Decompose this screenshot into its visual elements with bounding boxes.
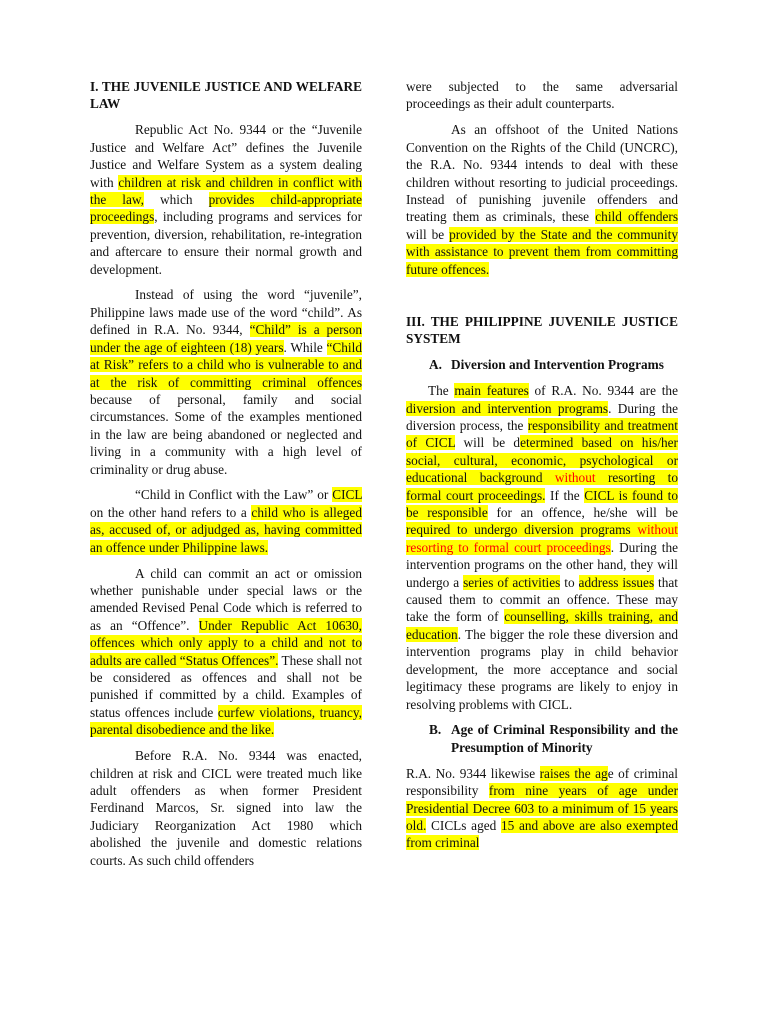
subheading-diversion-intervention <box>406 356 678 373</box>
highlight-red-text: without resorting to formal court proceedings <box>406 522 678 555</box>
highlight: CICL is found to be responsible <box>406 487 678 521</box>
text-run: R.A. No. 9344 likewise <box>406 765 540 781</box>
section-heading-juvenile-justice-law: I. THE JUVENILE JUSTICE AND WELFARE LAW <box>90 79 362 112</box>
paragraph-uncrc-offshoot <box>406 121 678 278</box>
highlight: address issues <box>578 574 655 590</box>
text-run: that caused them to commit an offence. These may take the form of <box>406 574 678 625</box>
highlight: responsibility and treatment of CICL <box>406 418 679 451</box>
highlight: resorting to formal court proceedings. <box>406 470 678 503</box>
section-heading-juvenile-justice-system: III. THE PHILIPPINE JUVENILE JUSTICE SYSTEM <box>406 313 678 347</box>
text-run: “Child in Conflict with the Law” or <box>135 487 333 503</box>
text-run: The <box>428 383 455 399</box>
text-run: . While <box>283 339 327 355</box>
subheading-text: Age of Criminal Responsibility and the Presumption of Minority <box>451 722 678 755</box>
highlight: from nine years of age under Presidential Decree 603 to a minimum of 15 years old. <box>406 783 678 833</box>
highlight: diversion and intervention programs <box>406 400 609 416</box>
highlight: children at risk and children in conflict with the law, <box>90 174 363 207</box>
text-run: which <box>143 191 209 207</box>
text-run: because of personal, family and social circumstances. Some of the examples mentioned in the law are being abandoned or neglected and living in a community with a high level of criminality or drug abuse. <box>90 391 362 477</box>
highlight: provided by the State and the community with assistance to prevent them from committing future offences. <box>406 226 678 277</box>
text-run: . During the diversion process, the <box>406 400 678 433</box>
paragraph-main-features <box>406 382 678 713</box>
paragraph-before-ra9344: Before R.A. No. 9344 was enacted, children at risk and CICL were treated much like adult offenders as when former President Ferdinand Marcos, Sr. signed into law the Judiciary Reorganization Act 1980 which abolished the juvenile and domestic relations courts. As such child offenders <box>90 748 362 868</box>
highlight: 15 and above are also exempted from criminal <box>406 817 678 851</box>
paragraph-ra9344-definition <box>90 121 362 278</box>
paragraph-age-responsibility <box>406 765 678 852</box>
highlight: child who is alleged as, accused of, or adjudged as, having committed an offence under Philippine laws. <box>90 504 362 555</box>
highlight: series of activities <box>463 574 561 590</box>
text-run: These shall not be considered as offences and shall not be punished if committed by a child. Examples of status offences include <box>90 652 363 720</box>
text-run: . During the intervention programs on the other hand, they will undergo a <box>406 539 679 590</box>
text-run: If the <box>545 487 585 503</box>
paragraph-adversarial-continuation: were subjected to the same adversarial proceedings as their adult counterparts. <box>406 79 678 112</box>
left-column <box>90 78 362 877</box>
highlight: “Child” is a person under the age of eighteen (18) years <box>90 322 362 355</box>
subheading-age-criminal-responsibility <box>406 721 678 756</box>
text-run: on the other hand refers to a <box>90 504 252 520</box>
highlight: CICL <box>332 487 362 503</box>
subheading-text: Diversion and Intervention Programs <box>451 357 664 373</box>
text-run: of R.A. No. 9344 are the <box>528 383 678 399</box>
paragraph-cicl-definition <box>90 486 362 556</box>
highlight: provides child-appropriate proceedings <box>90 191 362 225</box>
highlight: raises the ag <box>539 765 608 781</box>
text-run: . The bigger the role these diversion and intervention programs play in child behavior development, the more acceptance and social legitimacy these programs are likely to enjoy in resolving problems with CICL. <box>406 626 678 712</box>
subheading-letter: A. <box>429 357 442 373</box>
text-run: , including programs and services for prevention, diversion, rehabilitation, re-integration and aftercare to ensure their normal growth and development. <box>90 209 362 277</box>
text-run: Instead of using the word “juvenile”, Philippine laws made use of the word “child”. As defined in R.A. No. 9344, <box>90 287 362 338</box>
highlight: required to undergo diversion programs <box>406 522 638 538</box>
text-run: will be <box>406 226 450 242</box>
highlight: main features <box>454 383 529 399</box>
text-run: Republic Act No. 9344 or the “Juvenile Justice and Welfare Act” defines the Juvenile Justice and Welfare System as a system dealing with <box>90 122 362 190</box>
text-run: e of criminal responsibility <box>406 765 678 799</box>
right-column <box>406 78 678 860</box>
paragraph-child-definition <box>90 286 362 477</box>
highlight: curfew violations, truancy, parental disobedience and the like. <box>90 704 362 738</box>
text-run: for an offence, he/she will be <box>487 505 678 521</box>
paragraph-status-offences <box>90 565 362 739</box>
highlight: “Child at Risk” refers to a child who is vulnerable to and at the risk of committing criminal offences <box>90 339 362 390</box>
highlight: counselling, skills training, and education <box>406 609 678 642</box>
text-run: will be d <box>455 435 521 451</box>
highlight: etermined based on his/her social, cultural, economic, psychological or educational background <box>406 435 678 486</box>
highlight-red-text: without <box>554 470 596 486</box>
subheading-letter: B. <box>429 722 442 738</box>
highlight: child offenders <box>595 209 678 225</box>
text-run: A child can commit an act or omission whether punishable under special laws or the amended Revised Penal Code which is referred to as an “Offence”. <box>90 565 362 633</box>
text-run: to <box>560 574 579 590</box>
text-run: As an offshoot of the United Nations Convention on the Rights of the Child (UNCRC), the R.A. No. 9344 intends to deal with these children without resorting to judicial proceedings. Instead of punishing juvenile offenders and treating them as criminals, these <box>406 122 678 225</box>
highlight: Under Republic Act 10630, offences which only apply to a child and not to adults are called “Status Offences”. <box>90 617 362 668</box>
text-run: CICLs aged <box>426 817 501 833</box>
